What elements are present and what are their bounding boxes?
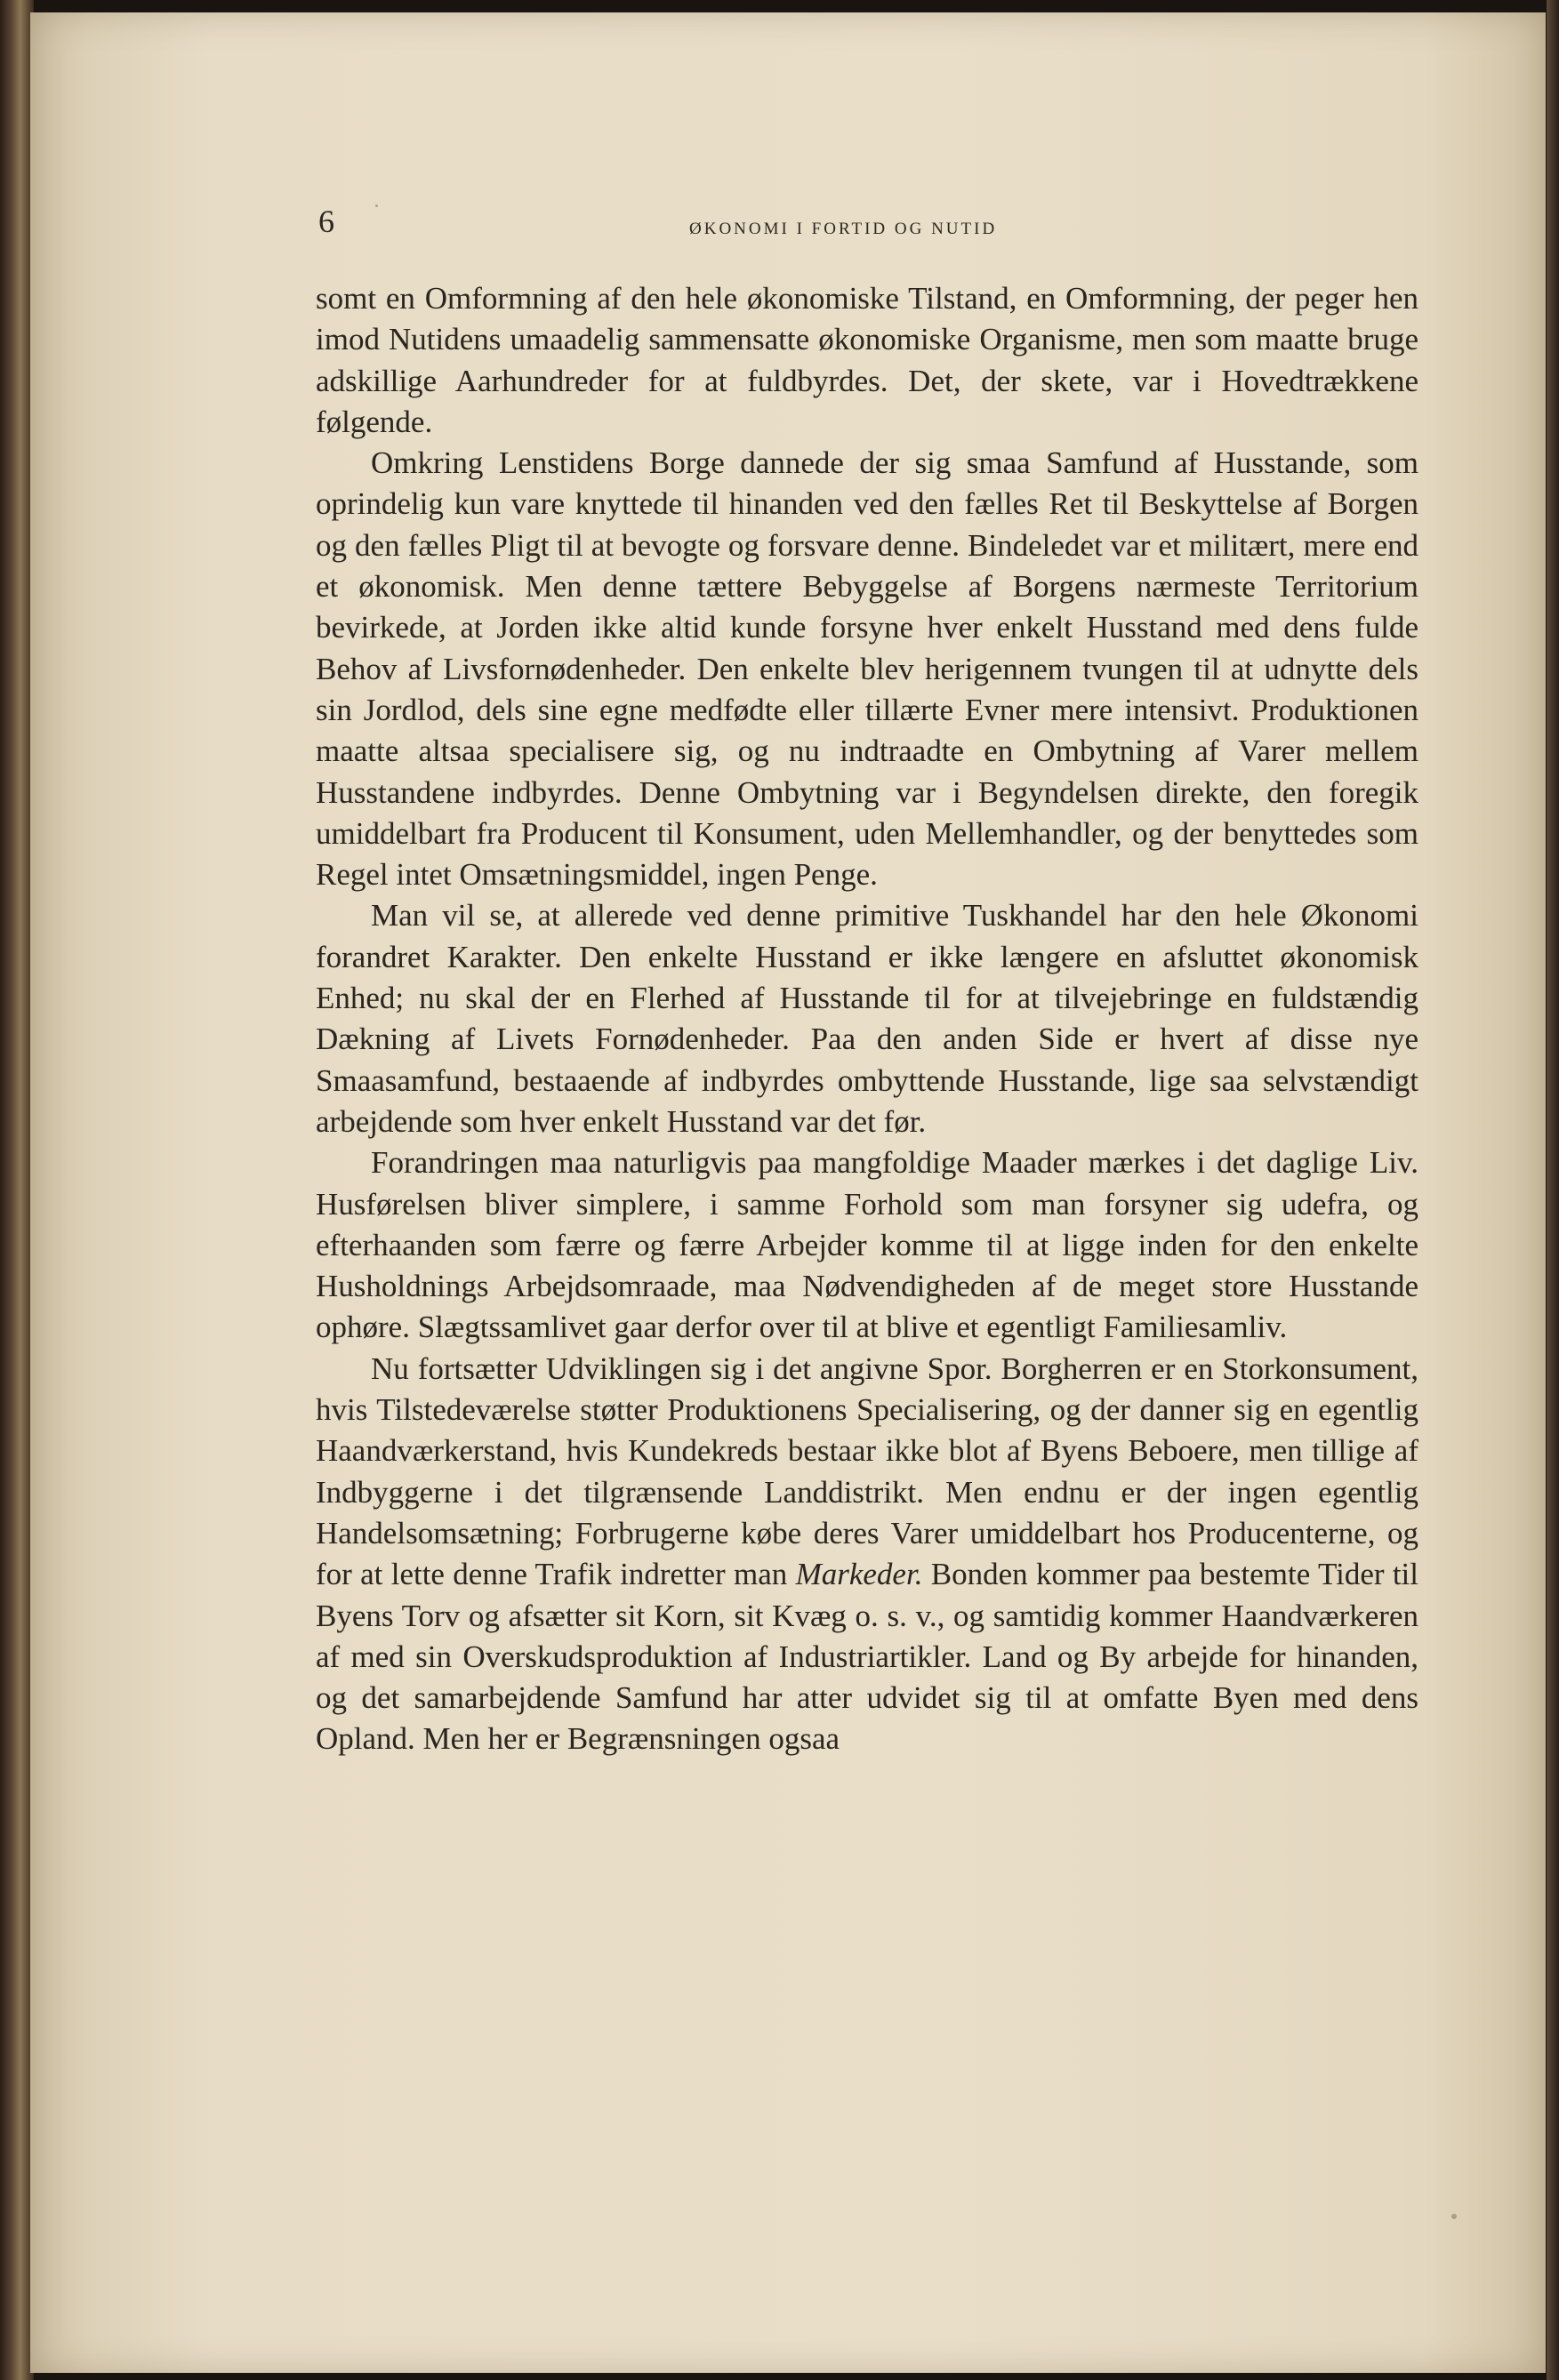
emphasized-word-markeder: Markeder. xyxy=(795,1557,923,1592)
running-head: ØKONOMI I FORTID OG NUTID xyxy=(689,220,998,238)
page-right-edge xyxy=(1547,0,1559,2380)
paragraph-5 xyxy=(316,1349,1418,1760)
paper-speck xyxy=(375,204,378,207)
paragraph-1: somt en Omformning af den hele økonomiske Tilstand, en Omformning, der peger hen imod Nutidens umaadelig sammensatte økonomiske Organisme, men som maatte bruge adskillige Aarhundreder for at fuldbyrdes. Det, der skete, var i Hovedtrækkene følgende. xyxy=(316,281,1418,439)
paragraph-5-part-b: Bonden kommer paa bestemte Tider til Byens Torv og afsætter sit Korn, sit Kvæg o. s. v., og samtidig kommer Haandværkeren af med sin Overskudsproduktion af Industriartikler. Land og By arbejde for hinanden, og det samarbejdende Samfund har atter udvidet sig til at omfatte Byen med dens Opland. Men her er Begrænsningen ogsaa xyxy=(316,1557,1419,1757)
paragraph-4: Forandringen maa naturligvis paa mangfoldige Maader mærkes i det daglige Liv. Husførelsen bliver simplere, i samme Forhold som man forsyner sig udefra, og efterhaanden som færre og færre Arbejder komme til at ligge inden for den enkelte Husholdnings Arbejdsomraade, maa Nødvendigheden af de meget store Husstande ophøre. Slægtssamlivet gaar derfor over til at blive et egentligt Familiesamliv. xyxy=(316,1145,1418,1345)
paragraph-2: Omkring Lenstidens Borge dannede der sig smaa Samfund af Husstande, som oprindelig kun vare knyttede til hinanden ved den fælles Ret til Beskyttelse af Borgen og den fælles Pligt til at bevogte og forsvare denne. Bindeledet var et militært, mere end et økonomisk. Men denne tættere Bebyggelse af Borgens nærmeste Territorium bevirkede, at Jorden ikke altid kunde forsyne hver enkelt Husstand med dens fulde Behov af Livsfornødenheder. Den enkelte blev herigennem tvungen til at udnytte dels sin Jordlod, dels sine egne medfødte eller tillærte Evner mere intensivt. Produktionen maatte altsaa specialisere sig, og nu indtraadte en Ombytning af Varer mellem Husstandene indbyrdes. Denne Ombytning var i Begyndelsen direkte, den foregik umiddelbart fra Producent til Konsument, uden Mellemhandler, og der benyttedes som Regel intet Omsætningsmiddel, ingen Penge. xyxy=(316,445,1418,893)
book-binding-edge xyxy=(0,0,34,2380)
paper-speck xyxy=(1451,2214,1457,2219)
page-number: 6 xyxy=(318,204,334,239)
body-text xyxy=(316,278,1418,1760)
paragraph-3: Man vil se, at allerede ved denne primitive Tuskhandel har den hele Økonomi forandret Karakter. Den enkelte Husstand er ikke længere en afsluttet økonomisk Enhed; nu skal der en Flerhed af Husstande til for at tilvejebringe en fuldstændig Dækning af Livets Fornødenheder. Paa den anden Side er hvert af disse nye Smaasamfund, bestaaende af indbyrdes ombyttende Husstande, lige saa selvstændigt arbejdende som hver enkelt Husstand var det før. xyxy=(316,898,1418,1139)
paragraph-5-part-a: Nu fortsætter Udviklingen sig i det angivne Spor. Borgherren er en Storkonsument, hvis Tilstedeværelse støtter Produktionens Specialisering, og der danner sig en egentlig Haandværkerstand, hvis Kundekreds bestaar ikke blot af Byens Beboere, men tillige af Indbyggerne i det tilgrænsende Landdistrikt. Men endnu er der ingen egentlig Handelsomsætning; Forbrugerne købe deres Varer umiddelbart hos Producenterne, og for at lette denne Trafik indretter man xyxy=(316,1350,1418,1592)
